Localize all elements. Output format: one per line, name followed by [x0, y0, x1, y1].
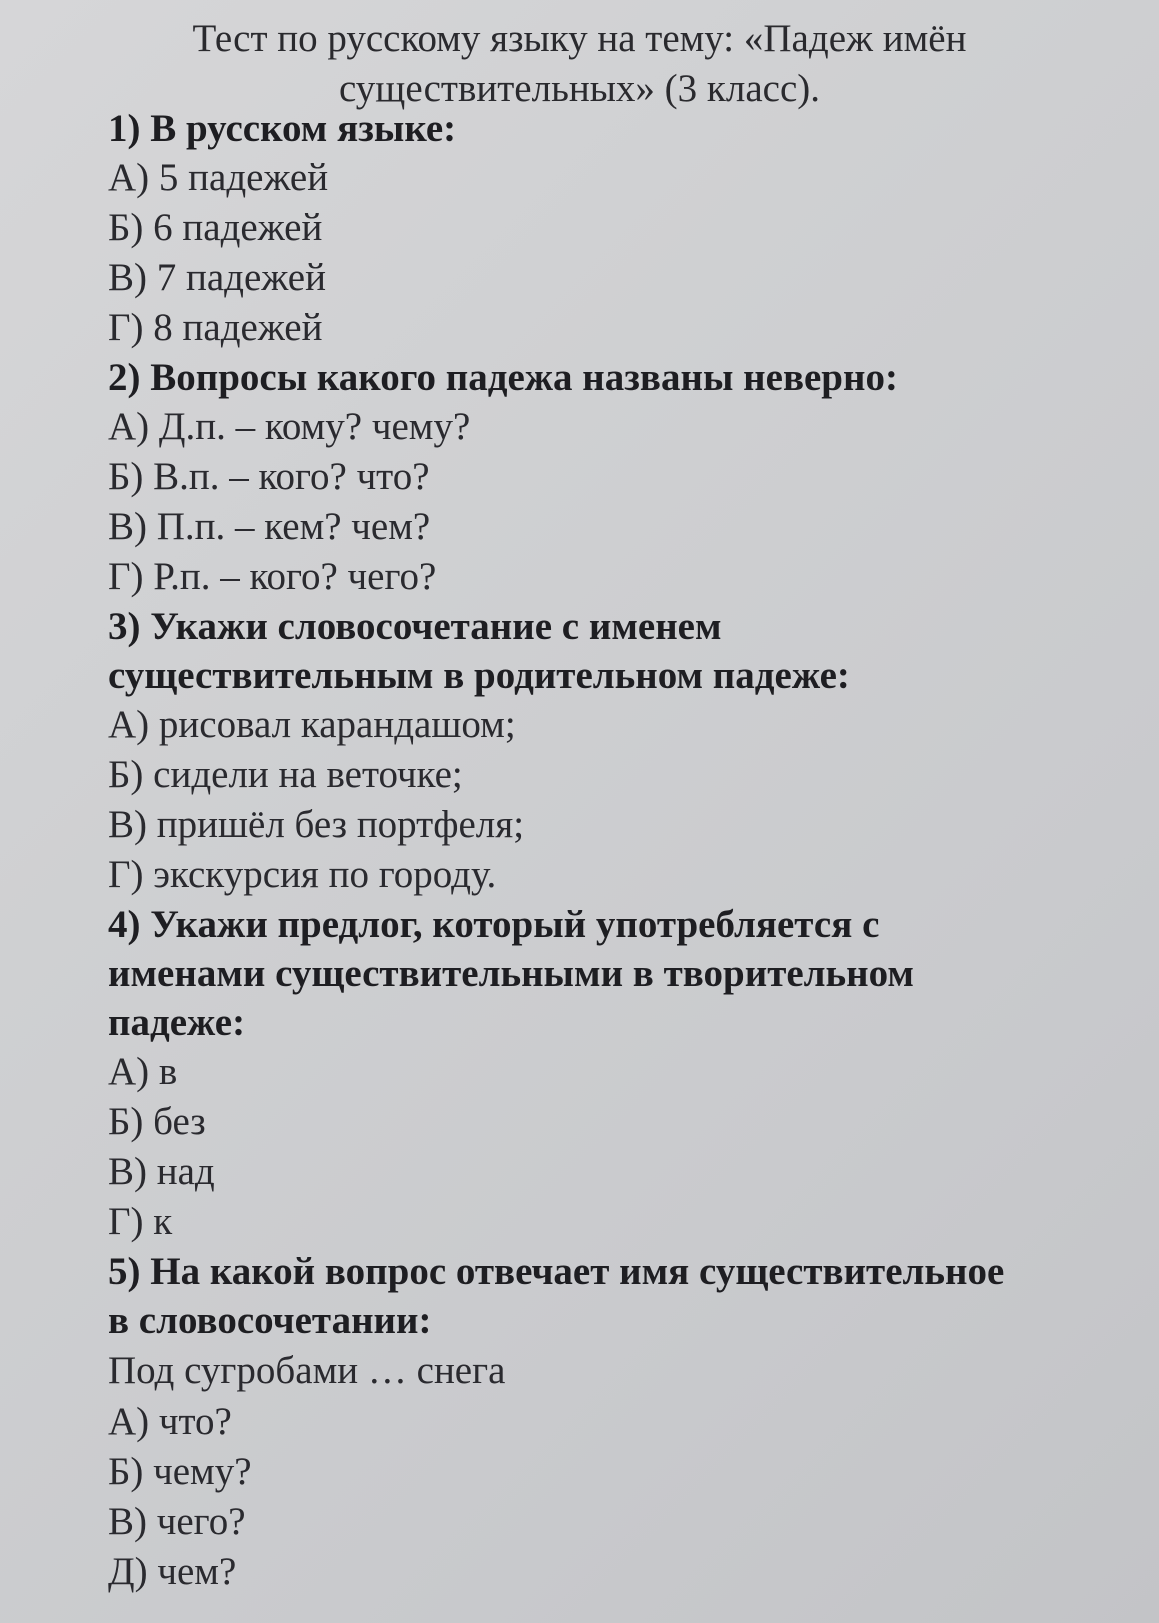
question-3-option-g: Г) экскурсия по городу.: [108, 853, 497, 896]
question-5-prompt-line-2: в словосочетании:: [108, 1299, 432, 1342]
question-2-option-g: Г) Р.п. – кого? чего?: [108, 555, 437, 598]
question-4-option-v: В) над: [108, 1150, 215, 1193]
question-5-option-a: А) что?: [108, 1400, 232, 1443]
question-1-option-a: А) 5 падежей: [108, 156, 329, 199]
question-1-option-b: Б) 6 падежей: [108, 206, 323, 249]
question-3-option-b: Б) сидели на веточке;: [108, 753, 463, 796]
question-5-prompt-line-1: 5) На какой вопрос отвечает имя существительное: [108, 1250, 1005, 1293]
question-5-option-v: В) чего?: [108, 1500, 246, 1543]
title-line-2: существительных» (3 класс).: [339, 67, 820, 110]
question-3-prompt-line-1: 3) Укажи словосочетание с именем: [108, 605, 722, 648]
question-3-option-a: А) рисовал карандашом;: [108, 703, 516, 746]
question-3-option-v: В) пришёл без портфеля;: [108, 803, 525, 846]
questions-list: [108, 104, 1128, 1597]
question-2-option-a: А) Д.п. – кому? чему?: [108, 405, 471, 448]
question-4-option-g: Г) к: [108, 1200, 173, 1243]
question-3: [108, 602, 1128, 900]
question-1-option-v: В) 7 падежей: [108, 256, 326, 299]
question-2-option-b: Б) В.п. – кого? что?: [108, 455, 430, 498]
question-4-prompt-line-1: 4) Укажи предлог, который употребляется с: [108, 903, 880, 946]
question-5-option-d: Д) чем?: [108, 1550, 237, 1593]
question-2-option-v: В) П.п. – кем? чем?: [108, 505, 431, 548]
question-4: [108, 900, 1128, 1247]
question-2: [108, 353, 1128, 602]
question-3-prompt-line-2: существительным в родительном падеже:: [108, 654, 850, 697]
question-1-prompt: 1) В русском языке:: [108, 107, 457, 150]
question-5: [108, 1247, 1128, 1597]
question-4-option-b: Б) без: [108, 1100, 206, 1143]
question-5-phrase: Под сугробами … снега: [108, 1349, 506, 1392]
page-title: [0, 14, 1159, 114]
question-5-option-b: Б) чему?: [108, 1450, 252, 1493]
question-4-prompt-line-2: именами существительными в творительном: [108, 952, 914, 995]
question-2-prompt: 2) Вопросы какого падежа названы неверно:: [108, 356, 898, 399]
question-4-prompt-line-3: падеже:: [108, 1001, 246, 1044]
question-1: [108, 104, 1128, 353]
question-1-option-g: Г) 8 падежей: [108, 306, 323, 349]
question-4-option-a: А) в: [108, 1050, 178, 1093]
title-line-1: Тест по русскому языку на тему: «Падеж имён: [192, 17, 967, 60]
